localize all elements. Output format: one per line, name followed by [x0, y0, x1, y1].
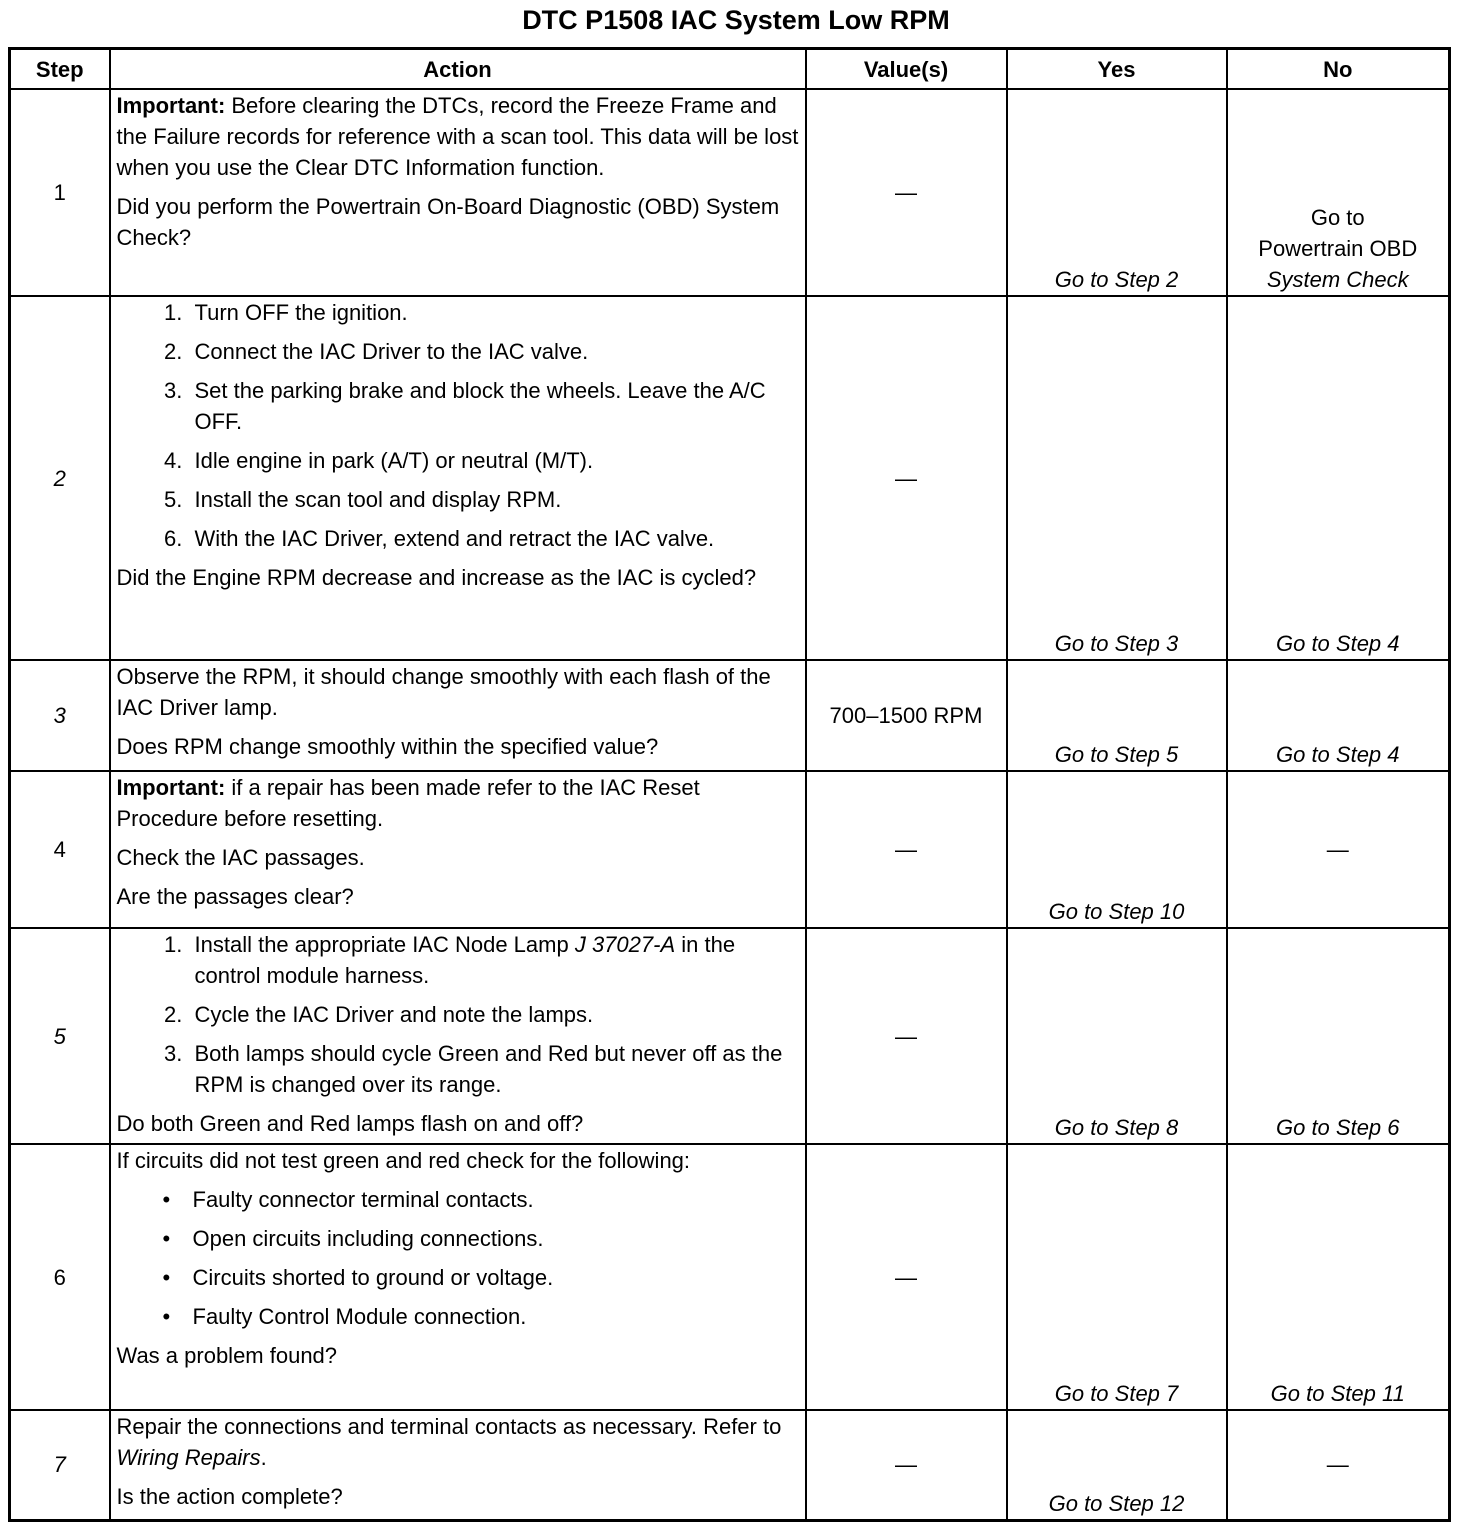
- table-row-step-6: [10, 1144, 1450, 1410]
- action-cell: [110, 89, 806, 296]
- question: Does RPM change smoothly within the specified value?: [116, 734, 659, 759]
- tool-number: J 37027-A: [574, 932, 676, 957]
- table-row-step-4: [10, 771, 1450, 928]
- header-values: Value(s): [806, 49, 1007, 90]
- value-cell: —: [806, 1410, 1007, 1520]
- table-row-step-5: [10, 928, 1450, 1144]
- list-item: [162, 1301, 799, 1332]
- yes-cell: Go to Step 5: [1007, 660, 1227, 771]
- no-line-2: Powertrain OBD: [1258, 236, 1418, 261]
- header-no: No: [1227, 49, 1450, 90]
- list-item-text: in the control module harness.: [194, 932, 736, 988]
- table-row-step-3: [10, 660, 1450, 771]
- no-cell: [1227, 89, 1450, 296]
- important-note: [117, 772, 799, 834]
- list-item-text: Circuits shorted to ground or voltage.: [192, 1265, 554, 1290]
- instruction-text: Check the IAC passages.: [116, 845, 365, 870]
- value-cell: 700–1500 RPM: [806, 660, 1007, 771]
- table-row-step-2: [10, 296, 1450, 660]
- header-step: Step: [10, 49, 110, 90]
- step-number: 2: [10, 296, 110, 660]
- bullet-icon: •: [162, 1187, 171, 1212]
- table-row-step-1: [10, 89, 1450, 296]
- no-cell: Go to Step 4: [1227, 296, 1450, 660]
- action-cell: [110, 660, 806, 771]
- list-item: [162, 1223, 799, 1254]
- question: Did the Engine RPM decrease and increase as the IAC is cycled?: [116, 565, 757, 590]
- instruction-text: [117, 1411, 799, 1473]
- list-item: [162, 1262, 799, 1293]
- wiring-repairs-reference: Wiring Repairs: [116, 1445, 261, 1470]
- list-item: 1. Turn OFF the ignition.: [189, 297, 799, 328]
- list-item-text: Faulty connector terminal contacts.: [192, 1187, 534, 1212]
- value-cell: —: [806, 928, 1007, 1144]
- action-cell: [110, 296, 806, 660]
- list-item: [189, 929, 799, 991]
- important-text: if a repair has been made refer to the IAC Reset Procedure before resetting.: [116, 775, 700, 831]
- no-line-1: Go to: [1310, 205, 1365, 230]
- step-number: 7: [10, 1410, 110, 1520]
- list-item-text: Open circuits including connections.: [192, 1226, 544, 1251]
- yes-cell: Go to Step 12: [1007, 1410, 1227, 1520]
- list-item: 2. Cycle the IAC Driver and note the lamps.: [189, 999, 799, 1030]
- action-cell: [110, 771, 806, 928]
- no-cell: —: [1227, 771, 1450, 928]
- header-row: [10, 49, 1450, 90]
- action-cell: [110, 928, 806, 1144]
- question: Are the passages clear?: [116, 884, 354, 909]
- list-item: 3. Both lamps should cycle Green and Red but never off as the RPM is changed over its range.: [189, 1038, 799, 1100]
- no-line-3: System Check: [1266, 267, 1409, 292]
- numbered-list: [117, 297, 799, 554]
- no-cell: Go to Step 4: [1227, 660, 1450, 771]
- page-title: DTC P1508 IAC System Low RPM: [522, 5, 950, 35]
- question: Did you perform the Powertrain On-Board Diagnostic (OBD) System Check?: [116, 194, 780, 250]
- no-cell: Go to Step 6: [1227, 928, 1450, 1144]
- value-cell: —: [806, 1144, 1007, 1410]
- step-number: 5: [10, 928, 110, 1144]
- question: Was a problem found?: [116, 1343, 338, 1368]
- list-item: 5. Install the scan tool and display RPM.: [189, 484, 799, 515]
- action-cell: [110, 1144, 806, 1410]
- value-cell: —: [806, 89, 1007, 296]
- no-cell: —: [1227, 1410, 1450, 1520]
- value-cell: —: [806, 771, 1007, 928]
- action-cell: [110, 1410, 806, 1520]
- list-item: 4. Idle engine in park (A/T) or neutral (M/T).: [189, 445, 799, 476]
- list-item-text: Faulty Control Module connection.: [192, 1304, 527, 1329]
- important-note: [117, 90, 799, 183]
- step-number: 3: [10, 660, 110, 771]
- value-cell: —: [806, 296, 1007, 660]
- bullet-icon: •: [162, 1304, 171, 1329]
- header-action: Action: [110, 49, 806, 90]
- bullet-icon: •: [162, 1226, 171, 1251]
- instruction-text: Observe the RPM, it should change smoothly with each flash of the IAC Driver lamp.: [116, 664, 771, 720]
- yes-cell: Go to Step 2: [1007, 89, 1227, 296]
- instruction-text: If circuits did not test green and red check for the following:: [116, 1148, 691, 1173]
- list-item: 3. Set the parking brake and block the wheels. Leave the A/C OFF.: [189, 375, 799, 437]
- list-item: 6. With the IAC Driver, extend and retract the IAC valve.: [189, 523, 799, 554]
- yes-cell: Go to Step 10: [1007, 771, 1227, 928]
- step-number: 6: [10, 1144, 110, 1410]
- table-row-step-7: [10, 1410, 1450, 1520]
- diagnostic-table: [8, 47, 1451, 1522]
- yes-cell: Go to Step 3: [1007, 296, 1227, 660]
- numbered-list: [117, 929, 799, 1100]
- header-yes: Yes: [1007, 49, 1227, 90]
- list-item-text: Install the appropriate IAC Node Lamp: [194, 932, 575, 957]
- instruction-text-part: .: [260, 1445, 267, 1470]
- question: Do both Green and Red lamps flash on and off?: [116, 1111, 584, 1136]
- instruction-text-part: Repair the connections and terminal contacts as necessary. Refer to: [116, 1414, 782, 1439]
- no-cell: Go to Step 11: [1227, 1144, 1450, 1410]
- bullet-list: [117, 1184, 799, 1332]
- step-number: 4: [10, 771, 110, 928]
- important-label: Important:: [116, 775, 226, 800]
- important-text: Before clearing the DTCs, record the Freeze Frame and the Failure records for reference with a scan tool. This data will be lost when you use the Clear DTC Information function.: [116, 93, 799, 180]
- list-item: 2. Connect the IAC Driver to the IAC valve.: [189, 336, 799, 367]
- important-label: Important:: [116, 93, 226, 118]
- step-number: 1: [10, 89, 110, 296]
- yes-cell: Go to Step 8: [1007, 928, 1227, 1144]
- bullet-icon: •: [162, 1265, 171, 1290]
- list-item: [162, 1184, 799, 1215]
- yes-cell: Go to Step 7: [1007, 1144, 1227, 1410]
- question: Is the action complete?: [116, 1484, 343, 1509]
